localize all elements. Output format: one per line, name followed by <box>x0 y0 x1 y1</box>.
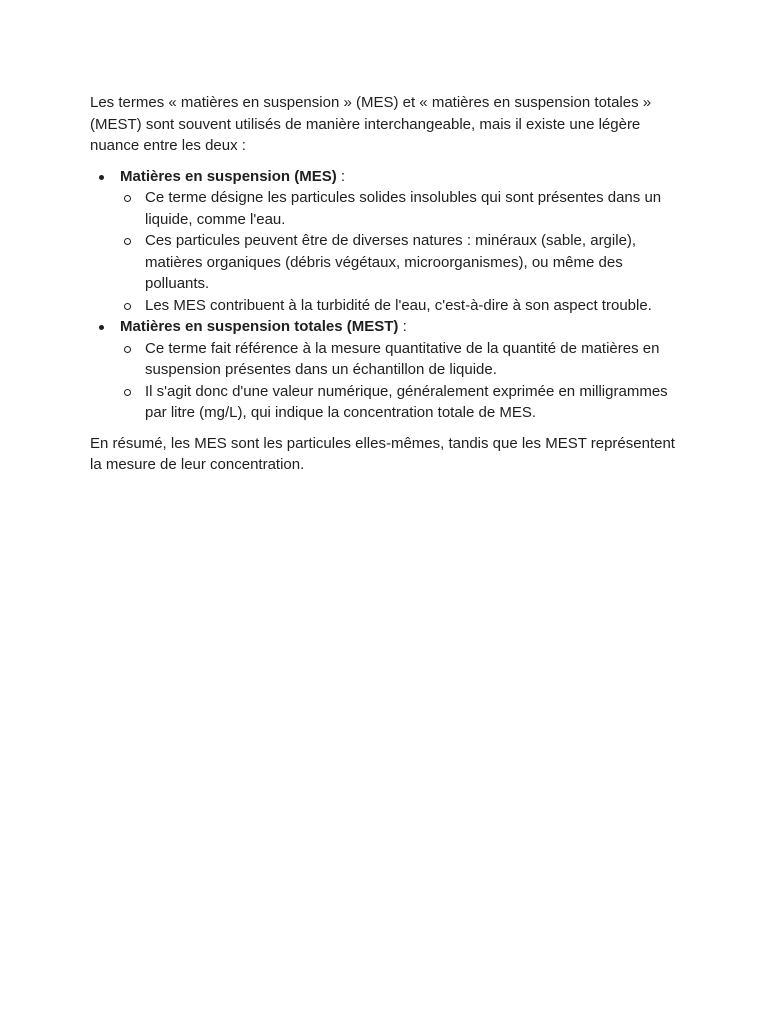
item-suffix: : <box>398 318 407 335</box>
hollow-bullet-icon <box>124 195 131 202</box>
conclusion-paragraph: En résumé, les MES sont les particules elles-mêmes, tandis que les MEST représentent la mesure de leur concentration. <box>90 434 675 473</box>
item-title: Matières en suspension totales (MEST) <box>120 318 399 335</box>
sublist-item <box>120 230 690 295</box>
filled-bullet-icon <box>99 175 104 180</box>
definitions-list <box>90 166 690 424</box>
sublist-item-text: Les MES contribuent à la turbidité de l'eau, c'est-à-dire à son aspect trouble. <box>145 296 652 314</box>
sublist-item-text: Ces particules peuvent être de diverses natures : minéraux (sable, argile), matières organiques (débris végétaux, microorganismes), ou même des polluants. <box>145 232 637 292</box>
intro-paragraph: Les termes « matières en suspension » (MES) et « matières en suspension totales » (MEST) sont souvent utilisés de manière interchangeable, mais il existe une légère nuance entre les deux : <box>90 94 652 154</box>
sublist-item <box>120 381 690 424</box>
filled-bullet-icon <box>99 325 104 330</box>
sublist-item-text: Il s'agit donc d'une valeur numérique, généralement exprimée en milligrammes par litre (mg/L), qui indique la concentration totale de MES. <box>145 382 668 421</box>
sublist-item <box>120 187 690 230</box>
list-item-mest <box>90 316 690 424</box>
sublist-mes <box>120 187 690 316</box>
item-suffix: : <box>336 167 346 185</box>
hollow-bullet-icon <box>124 346 131 353</box>
sublist-mest <box>120 338 690 424</box>
sublist-item-text: Ce terme désigne les particules solides insolubles qui sont présentes dans un liquide, comme l'eau. <box>145 189 662 228</box>
hollow-bullet-icon <box>124 389 131 396</box>
hollow-bullet-icon <box>124 238 131 245</box>
sublist-item <box>120 295 690 317</box>
sublist-item-text: Ce terme fait référence à la mesure quantitative de la quantité de matières en suspension présentes dans un échantillon de liquide. <box>145 339 660 378</box>
hollow-bullet-icon <box>124 303 131 310</box>
list-item-mes <box>90 166 690 317</box>
sublist-item <box>120 338 690 381</box>
document-body <box>90 92 690 476</box>
item-title: Matières en suspension (MES) <box>120 167 337 185</box>
